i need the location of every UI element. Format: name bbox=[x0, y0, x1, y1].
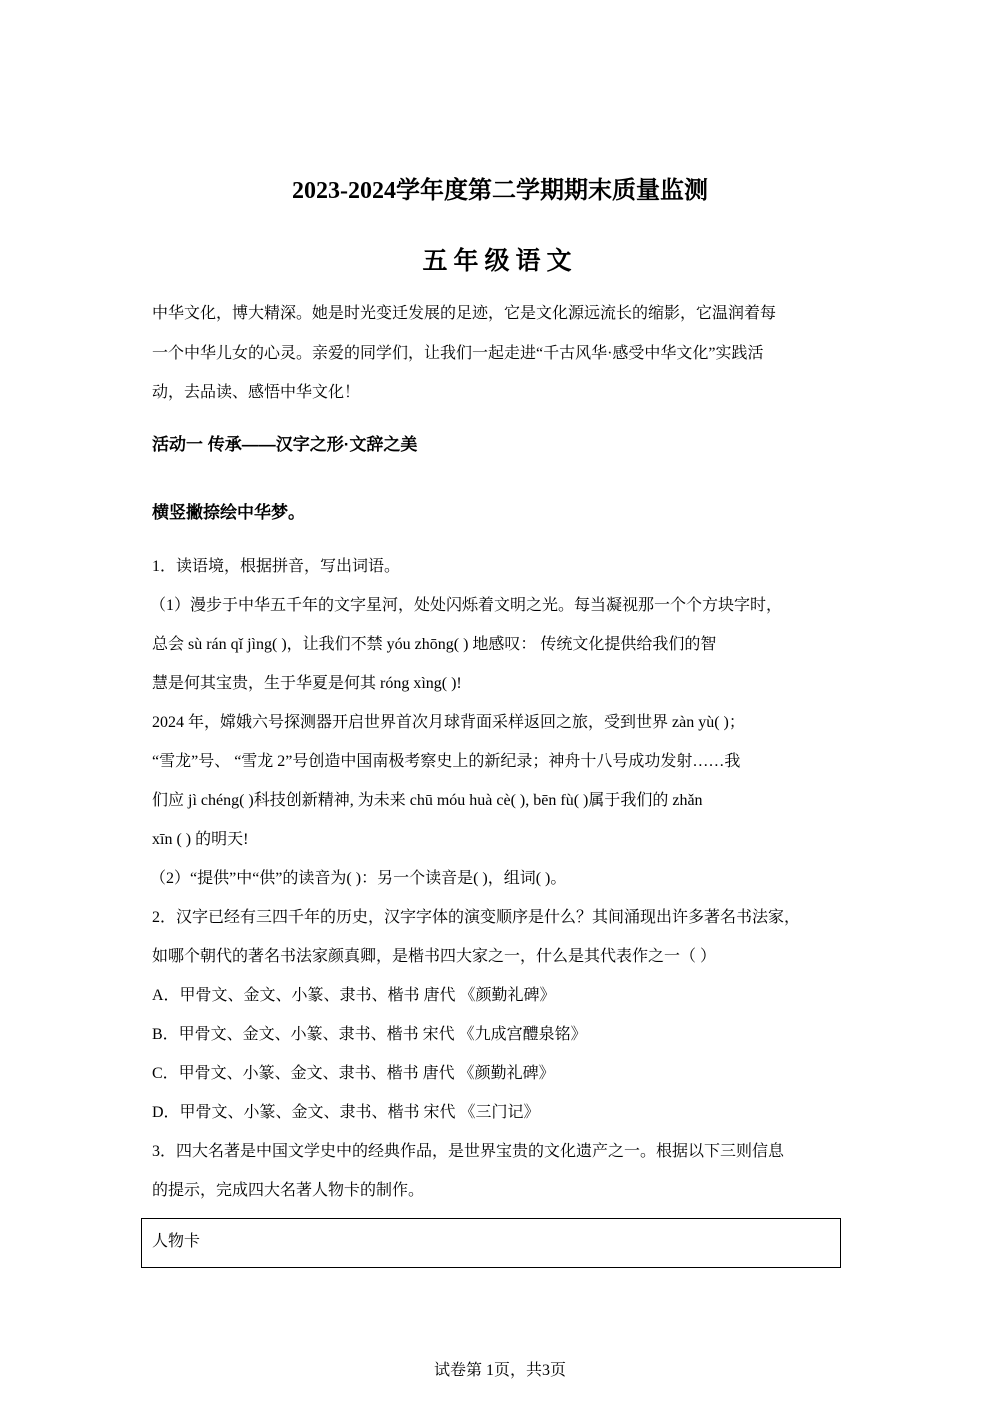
question-1-line: 们应 jì chéng( )科技创新精神, 为未来 chū móu huà cè( ), bēn fù( )属于我们的 zhǎn bbox=[152, 792, 703, 809]
question-1-stem: 1．读语境，根据拼音，写出词语。 bbox=[152, 558, 401, 575]
question-1-line: 2024 年，嫦娥六号探测器开启世界首次月球背面采样返回之旅，受到世界 zàn yù( )； bbox=[152, 714, 745, 731]
option-d: D．甲骨文、小篆、金文、隶书、楷书 宋代 《三门记》 bbox=[152, 1104, 540, 1121]
activity-heading: 活动一 传承——汉字之形·文辞之美 bbox=[152, 435, 418, 454]
question-1-line: xīn ( ) 的明天! bbox=[152, 831, 249, 848]
question-1-line: （2）“提供”中“供”的读音为( )：另一个读音是( )，组词( )。 bbox=[150, 870, 567, 887]
page-footer: 试卷第 1页，共3页 bbox=[433, 1362, 566, 1379]
question-1-line: 慧是何其宝贵，生于华夏是何其 róng xìng( )! bbox=[152, 675, 462, 692]
exam-title: 2023-2024学年度第二学期期末质量监测 bbox=[292, 178, 708, 204]
activity-subheading: 横竖撇捺绘中华梦。 bbox=[152, 503, 305, 522]
option-b: B．甲骨文、金文、小篆、隶书、楷书 宋代 《九成宫醴泉铭》 bbox=[152, 1026, 587, 1043]
character-card-label: 人物卡 bbox=[152, 1233, 201, 1250]
exam-subtitle: 五年级语文 bbox=[422, 248, 578, 275]
question-1-line: 总会 sù rán qǐ jìng( )，让我们不禁 yóu zhōng( ) 地感叹： 传统文化提供给我们的智 bbox=[152, 636, 717, 653]
intro-line: 中华文化，博大精深。她是时光变迁发展的足迹，它是文化源远流长的缩影，它温润着每 bbox=[152, 305, 777, 322]
character-card-box bbox=[141, 1218, 841, 1268]
intro-line: 动，去品读、感悟中华文化！ bbox=[152, 384, 361, 401]
question-3-stem: 的提示，完成四大名著人物卡的制作。 bbox=[152, 1182, 425, 1199]
intro-line: 一个中华儿女的心灵。亲爱的同学们，让我们一起走进“千古风华·感受中华文化”实践活 bbox=[152, 345, 764, 362]
question-3-stem: 3．四大名著是中国文学史中的经典作品，是世界宝贵的文化遗产之一。根据以下三则信息 bbox=[152, 1143, 785, 1160]
question-2-stem: 2．汉字已经有三四千年的历史，汉字字体的演变顺序是什么？其间涌现出许多著名书法家， bbox=[152, 909, 801, 926]
question-2-stem: 如哪个朝代的著名书法家颜真卿，是楷书四大家之一，什么是其代表作之一（ ） bbox=[152, 948, 717, 965]
option-a: A．甲骨文、金文、小篆、隶书、楷书 唐代 《颜勤礼碑》 bbox=[152, 987, 556, 1004]
question-1-line: （1）漫步于中华五千年的文字星河，处处闪烁着文明之光。每当凝视那一个个方块字时， bbox=[150, 597, 783, 614]
option-c: C．甲骨文、小篆、金文、隶书、楷书 唐代 《颜勤礼碑》 bbox=[152, 1065, 555, 1082]
question-1-line: “雪龙”号、 “雪龙 2”号创造中国南极考察史上的新纪录；神舟十八号成功发射……我 bbox=[152, 753, 741, 770]
